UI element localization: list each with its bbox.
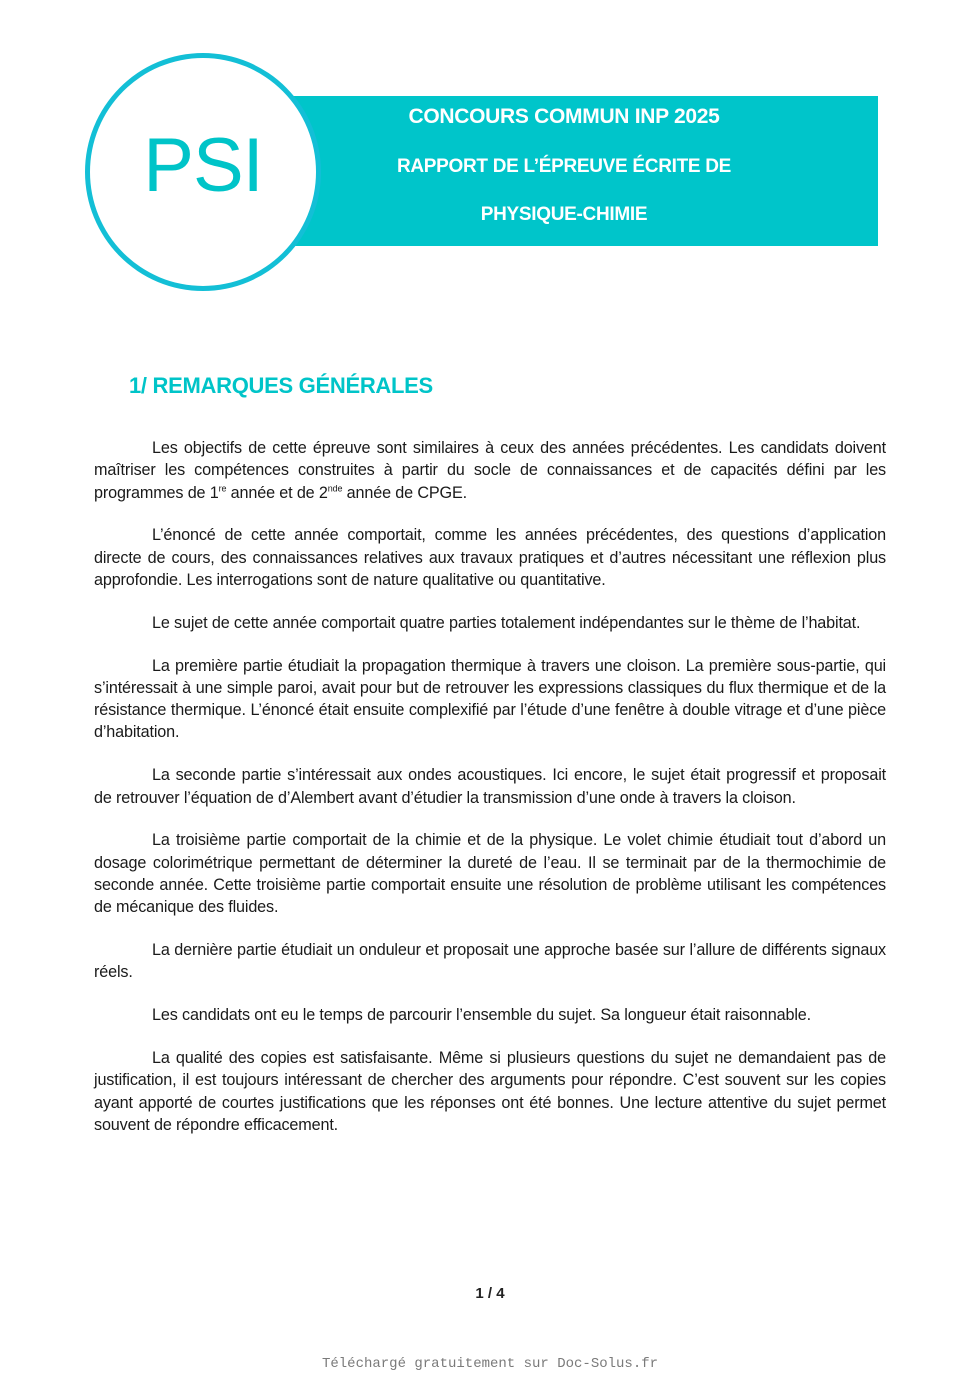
section-heading: 1/ REMARQUES GÉNÉRALES bbox=[129, 373, 433, 398]
paragraph-length: Les candidats ont eu le temps de parcourir l’ensemble du sujet. Sa longueur était raisonnable. bbox=[152, 1006, 811, 1025]
text-fragment: année de CPGE. bbox=[342, 483, 467, 502]
superscript: re bbox=[218, 483, 227, 494]
paragraph-quality: La qualité des copies est satisfaisante. Même si plusieurs questions du sujet ne demandaient pas de justification, il est toujours intéressant de chercher des arguments pour répondre. C’est souvent sur les copies ayant apporté de courtes justifications que les réponses ont été bonnes. Une lecture attentive du sujet permet souvent de répondre efficacement. bbox=[94, 1048, 886, 1134]
paragraph-part1: La première partie étudiait la propagation thermique à travers une cloison. La première sous-partie, qui s’intéressait à une simple paroi, avait pour but de retrouver les expressions classiques du flux thermique et de la résistance thermique. L’énoncé était ensuite complexifié par l’étude d’une fenêtre à double vitrage et d’une pièce d’habitation. bbox=[94, 656, 886, 742]
paragraph-part4: La dernière partie étudiait un onduleur et proposait une approche basée sur l’allure de différents signaux réels. bbox=[94, 941, 886, 982]
page-number: 1 / 4 bbox=[475, 1285, 505, 1302]
report-title: RAPPORT DE L’ÉPREUVE ÉCRITE DE bbox=[396, 156, 732, 177]
paragraph-part2: La seconde partie s’intéressait aux ondes acoustiques. Ici encore, le sujet était progressif et proposait de retrouver l’équation de d’Alembert avant d’étudier la transmission d’une onde à travers la cloison. bbox=[94, 766, 886, 807]
title-banner bbox=[290, 96, 878, 246]
paragraph-part3: La troisième partie comportait de la chimie et de la physique. Le volet chimie étudiait tout d’abord un dosage colorimétrique permettant de déterminer la dureté de l’eau. Il se terminait par de la thermochimie de seconde année. Cette troisième partie comportait ensuite une résolution de problème utilisant les compétences de mécanique des fluides. bbox=[94, 831, 886, 917]
text-fragment: Les objectifs de cette épreuve sont similaires à ceux des années précédentes. Les candidats doivent maîtriser les compétences construites à partir du socle de connaissances et de capacités défini par les programmes de 1 bbox=[94, 439, 886, 502]
paragraph-statement: L’énoncé de cette année comportait, comme les années précédentes, des questions d’application directe de cours, des connaissances relatives aux travaux pratiques et d’autres nécessitant une réflexion plus approfondie. Les interrogations sont de nature qualitative ou quantitative. bbox=[94, 526, 886, 589]
logo-text: PSI bbox=[143, 123, 263, 208]
psi-logo bbox=[85, 53, 321, 291]
paragraph-subject: Le sujet de cette année comportait quatre parties totalement indépendantes sur le thème de l’habitat. bbox=[152, 613, 861, 632]
paragraph-objectives bbox=[94, 437, 886, 504]
text-fragment: année et de 2 bbox=[226, 483, 328, 502]
contest-title: CONCOURS COMMUN INP 2025 bbox=[408, 105, 720, 128]
report-body bbox=[94, 437, 886, 1157]
download-watermark: Téléchargé gratuitement sur Doc-Solus.fr bbox=[321, 1356, 659, 1372]
superscript: nde bbox=[327, 483, 343, 494]
subject-title: PHYSIQUE-CHIMIE bbox=[480, 204, 648, 225]
